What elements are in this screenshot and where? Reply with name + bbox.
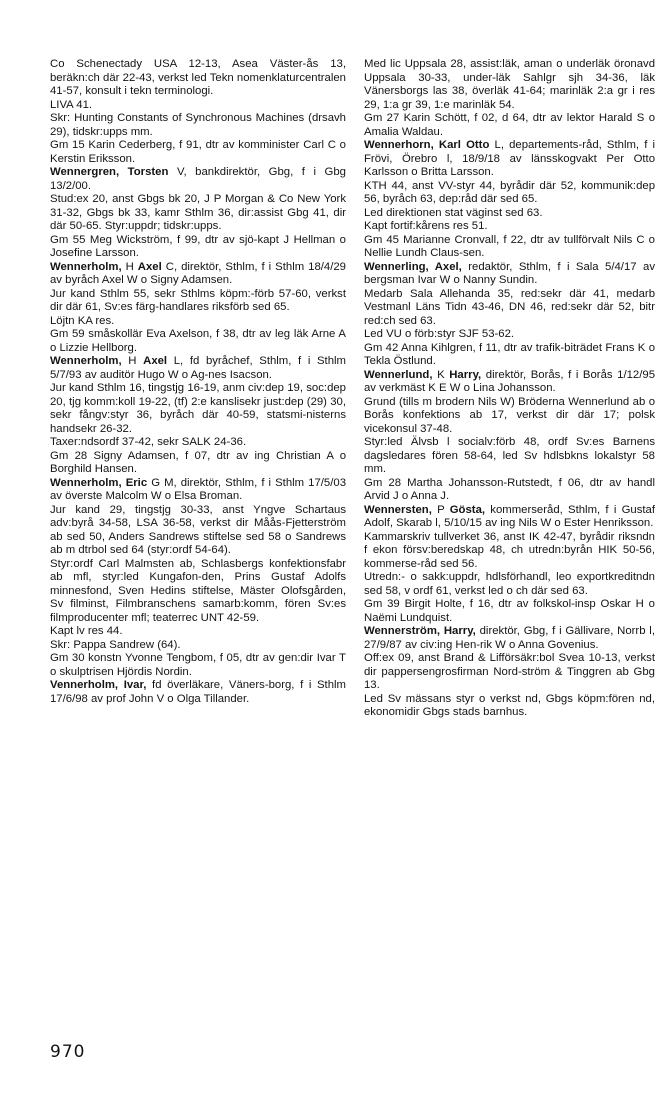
entry-paragraph [50, 139, 346, 166]
entry-name-heading: Harry, [449, 368, 482, 381]
entry-text: Off:ex 09, anst Brand & Lifförsäkr:bol Svea 10-13, verkst dir pappersengrosfirman Nord-ström & Tinggren ab Gbg 13. [364, 652, 655, 691]
entry-name-heading: Gösta, [449, 503, 486, 516]
entry-paragraph [364, 328, 655, 342]
entry-paragraph [364, 396, 655, 437]
entry-paragraph [364, 207, 655, 221]
biography-entry [364, 139, 655, 180]
entry-paragraph [50, 504, 346, 558]
entry-text: fd överläkare, Väners-borg, f i Sthlm 17/6/98 av prof John V o Olga Tillander. [50, 679, 346, 705]
left-column [50, 58, 346, 706]
entry-text: Led direktionen stat väginst sed 63. [364, 206, 543, 219]
entry-name-heading: Axel [143, 355, 168, 367]
entry-text: K [432, 368, 450, 381]
entry-name-heading: Vennerholm, Ivar, [50, 679, 147, 691]
entry-paragraph [364, 477, 655, 504]
entry-name-heading: Wennerhorn, Karl Otto [364, 139, 490, 151]
entry-paragraph [364, 112, 655, 139]
entry-text: Styr:ordf Carl Malmsten ab, Schlasbergs konfektionsfabr ab mfl, styr:led Kungafon-den, Prins Gustaf Adolfs minnesfond, Sven Hedins stiftelse, Mäster Olofsgården, Sv filminst, Filmbranschens samarb:komm, fören Sv:es filmproducenter mfl; teaterrec UNT 42-59. [50, 557, 346, 624]
entry-paragraph [50, 112, 346, 139]
entry-paragraph [364, 531, 655, 572]
entry-text: Skr: Hunting Constants of Synchronous Machines (drsavh 29), tidskr:upps mm. [50, 112, 346, 138]
biography-entry [50, 166, 346, 193]
entry-text: Styr:led Älvsb l socialv:förb 48, ordf Sv:es Barnens dagsledares fören 58-64, led Sv hdlsbkns lokalstyr 58 mm. [364, 436, 655, 475]
entry-text: KTH 44, anst VV-styr 44, byrådir där 52, kommunik:dep 56, byråch 63, dep:råd där sed 65. [364, 179, 655, 205]
entry-text: Gm 42 Anna Kihlgren, f 11, dtr av trafik-biträdet Frans K o Tekla Östlund. [364, 341, 655, 367]
entry-text: Kapt fortif:kårens res 51. [364, 220, 488, 232]
entry-text: Gm 15 Karin Cederberg, f 91, dtr av komminister Carl C o Kerstin Eriksson. [50, 139, 346, 165]
entry-text: C, direktör, Sthlm, f i Sthlm 18/4/29 av byråch Axel W o Signy Adamsen. [50, 260, 346, 286]
entry-text: Gm 28 Signy Adamsen, f 07, dtr av ing Christian A o Borghild Hansen. [50, 449, 346, 475]
entry-name-heading: Axel [137, 260, 162, 273]
entry-name-heading: Wennerholm, Eric [50, 476, 148, 489]
entry-paragraph [50, 288, 346, 315]
entry-name-heading: Wennerström, Harry, [364, 625, 476, 637]
entry-paragraph [50, 652, 346, 679]
entry-text: Kapt lv res 44. [50, 625, 123, 637]
entry-text: redaktör, Sthlm, f i Sala 5/4/17 av bergsman Ivar W o Nanny Sundin. [364, 260, 655, 286]
entry-paragraph [364, 571, 655, 598]
entry-paragraph [364, 342, 655, 369]
entry-paragraph [50, 639, 346, 653]
entry-text: Skr: Pappa Sandrew (64). [50, 638, 181, 651]
entry-text: Löjtn KA res. [50, 314, 115, 327]
entry-text: Gm 39 Birgit Holte, f 16, dtr av folkskol-insp Oskar H o Naëmi Lundquist. [364, 598, 655, 624]
entry-text: Jur kand Sthlm 16, tingstjg 16-19, anm civ:dep 19, soc:dep 20, tjg komm:koll 19-22, (tf) 2:e kanslisekr just:dep (29) 30, sekr fångv:styr 36, byråch där 40-59, statsmi-nisterns handsekr 26-32. [50, 382, 346, 435]
entry-name-heading: Wennerlund, [364, 368, 433, 381]
entry-paragraph [364, 288, 655, 329]
entry-paragraph [364, 693, 655, 720]
entry-text: G M, direktör, Sthlm, f i Sthlm 17/5/03 av överste Malcolm W o Elsa Broman. [50, 476, 347, 502]
entry-name-heading: Wennergren, Torsten [50, 166, 169, 178]
entry-text: Utredn:- o sakk:uppdr, hdlsförhandl, leo exportkreditndn sed 58, v ordf 61, verkst led o ch där sed 63. [364, 571, 655, 597]
entry-text: direktör, Gbg, f i Gällivare, Norrb l, 27/9/87 av civ:ing Hen-rik W o Anna Govenius. [364, 625, 655, 651]
entry-text: Jur kand 29, tingstjg 30-33, anst Yngve Schartaus adv:byrå 34-58, LSA 36-58, verkst dir Måås-Fjetterström ab sed 50, Anders Sandrews stiftelse sed 58 o Sandrews ab m dtrbol sed 64 (styr:ordf 54-64). [50, 503, 346, 556]
entry-paragraph [364, 234, 655, 261]
entry-name-heading: Wennerling, Axel, [364, 260, 462, 273]
entry-paragraph [364, 58, 655, 112]
right-column [364, 58, 655, 720]
biography-entry [50, 355, 346, 382]
entry-text: L, fd byråchef, Sthlm, f i Sthlm 5/7/93 av auditör Hugo W o Ag-nes Isacson. [50, 355, 346, 381]
entry-text: Jur kand Sthlm 55, sekr Sthlms köpm:-förb 57-60, verkst dir där 61, Sv:es färg-handlares riksförb sed 65. [50, 287, 346, 313]
entry-text: H [121, 355, 144, 367]
entry-paragraph [50, 99, 346, 113]
entry-text: Medarb Sala Allehanda 35, red:sekr där 41, medarb Vestmanl Läns Tidn 43-46, DN 46, red:sekr där 52, bitr red:ch sed 63. [364, 287, 655, 327]
entry-paragraph [50, 58, 346, 99]
entry-paragraph [50, 436, 346, 450]
entry-paragraph [364, 436, 655, 477]
entry-paragraph [50, 315, 346, 329]
biography-entry [50, 261, 346, 288]
entry-text: Gm 28 Martha Johansson-Rutstedt, f 06, dtr av handl Arvid J o Anna J. [364, 476, 655, 502]
entry-text: V, bankdirektör, Gbg, f i Gbg 13/2/00. [50, 166, 346, 192]
entry-text: direktör, Borås, f i Borås 1/12/95 av verkmäst K E W o Lina Johansson. [364, 368, 655, 394]
entry-paragraph [50, 625, 346, 639]
entry-text: Led Sv mässans styr o verkst nd, Gbgs köpm:fören nd, ekonomidir Gbgs stads barnhus. [364, 692, 655, 718]
entry-text: Stud:ex 20, anst Gbgs bk 20, J P Morgan & Co New York 31-32, Gbgs bk 33, kamr Sthlm 36, dir:assist Gbg 41, dir där 50-65. Styr:uppdr; tidskr:upps. [50, 193, 346, 232]
entry-paragraph [364, 598, 655, 625]
entry-paragraph [50, 328, 346, 355]
entry-text: kommerseråd, Sthlm, f i Gustaf Adolf, Skarab l, 5/10/15 av ing Nils W o Ester Henriksson. [364, 503, 655, 529]
entry-text: Gm 59 småskollär Eva Axelson, f 38, dtr av leg läk Arne A o Lizzie Hellborg. [50, 328, 346, 354]
entry-text: Gm 45 Marianne Cronvall, f 22, dtr av tullförvalt Nils C o Nellie Lundh Claus-sen. [364, 233, 655, 259]
entry-name-heading: Wennerholm, [50, 355, 122, 367]
entry-paragraph [50, 450, 346, 477]
entry-text: L, departements-råd, Sthlm, f i Frövi, Örebro l, 18/9/18 av länsskogvakt Per Otto Karlsson o Britta Larsson. [364, 139, 655, 178]
biography-entry [364, 261, 655, 288]
entry-name-heading: Wennerholm, [50, 260, 122, 273]
entry-name-heading: Wennersten, [364, 503, 432, 516]
entry-text: H [121, 260, 138, 273]
entry-text: LIVA 41. [50, 98, 93, 111]
page-number: 970 [50, 1042, 86, 1062]
entry-text: P [431, 503, 450, 516]
biography-entry [364, 369, 655, 396]
entry-text: Taxer:ndsordf 37-42, sekr SALK 24-36. [50, 436, 247, 448]
biography-entry [364, 504, 655, 531]
entry-text: Kammarskriv tullverket 36, anst IK 42-47, byrådir riksndn f ekon försv:beredskap 48, ch utredn:byrån HIK 50-56, kommerse-råd sed 56. [364, 530, 655, 570]
entry-paragraph [364, 180, 655, 207]
entry-paragraph [50, 382, 346, 436]
entry-paragraph [364, 220, 655, 234]
entry-paragraph [50, 234, 346, 261]
entry-text: Co Schenectady USA 12-13, Asea Väster-ås 13, beräkn:ch där 22-43, verkst led Tekn nomenklaturcentralen 41-57, konsult i tekn terminologi. [50, 58, 346, 97]
entry-text: Gm 27 Karin Schött, f 02, d 64, dtr av lektor Harald S o Amalia Waldau. [364, 112, 655, 138]
biography-entry [50, 679, 346, 706]
biography-entry [364, 625, 655, 652]
entry-paragraph [364, 652, 655, 693]
entry-text: Grund (tills m brodern Nils W) Bröderna Wennerlund ab o Borås konfektions ab 17, verkst dir där 17; polsk vicekonsul 37-48. [364, 395, 655, 435]
entry-text: Gm 30 konstn Yvonne Tengbom, f 05, dtr av gen:dir Ivar T o skulptrisen Hjördis Nordin. [50, 652, 346, 678]
entry-text: Med lic Uppsala 28, assist:läk, aman o underläk öronavd Uppsala 30-33, under-läk Sahlgr sjh 34-36, läk Vänersborgs las 38, överläk 41-64; marinläk 2:a gr i res 29, 1:a gr 39, 1:e marinläk 54. [364, 58, 655, 111]
entry-paragraph [50, 558, 346, 626]
entry-paragraph [50, 193, 346, 234]
biography-entry [50, 477, 346, 504]
entry-text: Gm 55 Meg Wickström, f 99, dtr av sjö-kapt J Hellman o Josefine Larsson. [50, 233, 346, 259]
entry-text: Led VU o förb:styr SJF 53-62. [364, 328, 515, 340]
